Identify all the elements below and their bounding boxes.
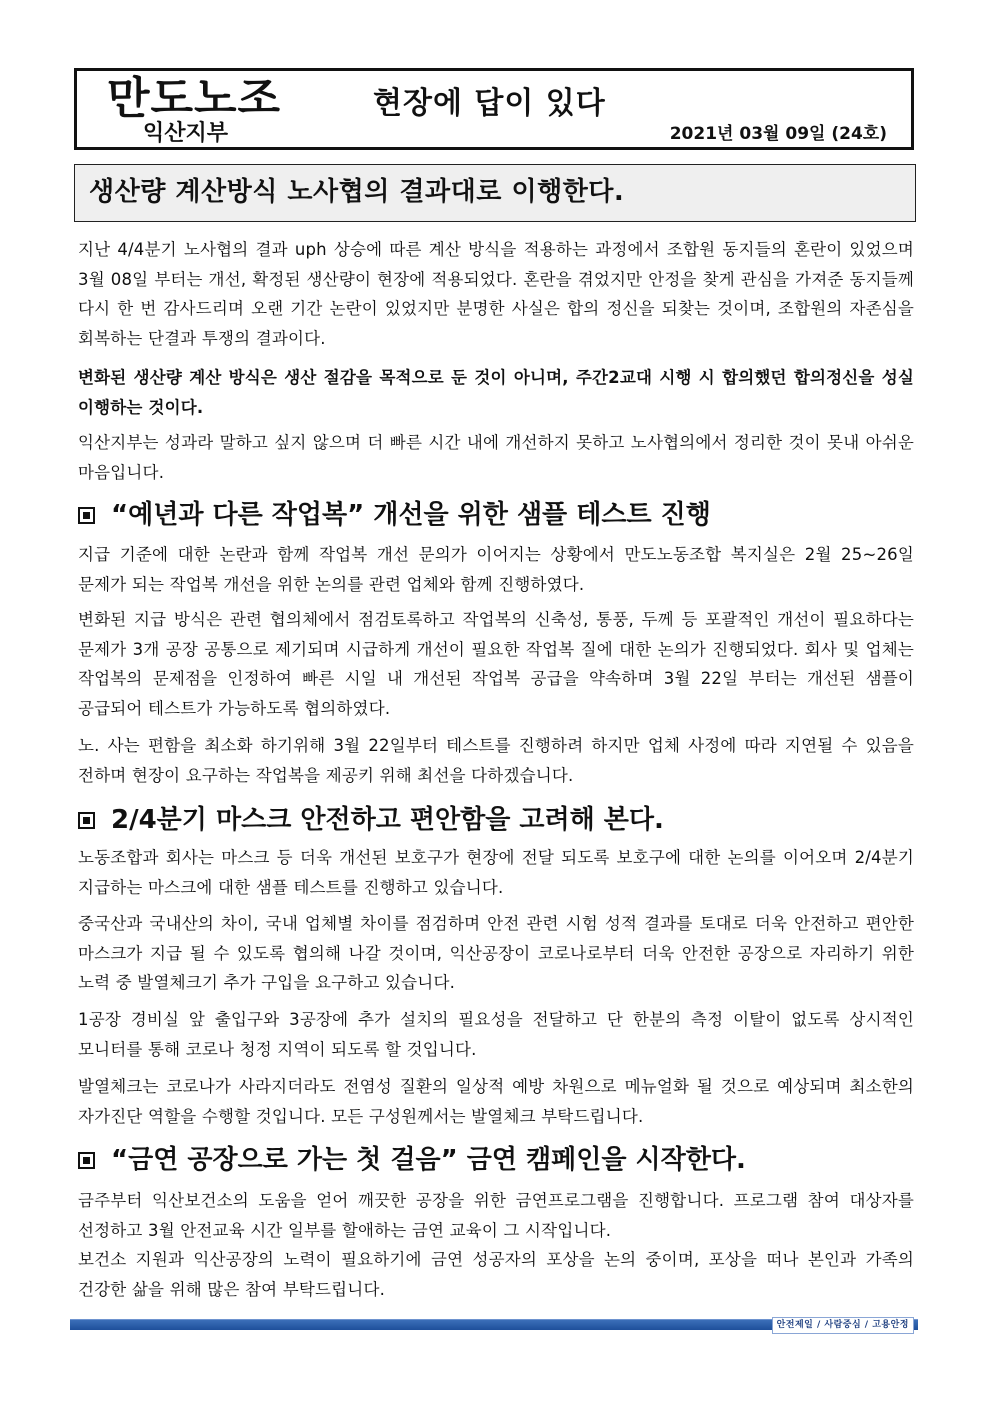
- workwear-paragraph-1: 지급 기준에 대한 논란과 함께 작업복 개선 문의가 이어지는 상황에서 만도노동조합 복지실은 2월 25~26일 문제가 되는 작업복 개선을 위한 논의를 관련 업체와 함께 진행하였다.: [78, 545, 914, 594]
- section-title: “예년과 다른 작업복” 개선을 위한 샘플 테스트 진행: [111, 500, 711, 530]
- intro-paragraph-bold: 변화된 생산량 계산 방식은 생산 절감을 목적으로 둔 것이 아니며, 주간2교대 시행 시 합의했던 합의정신을 성실 이행하는 것이다.: [78, 368, 914, 417]
- slogan: 현장에 답이 있다: [373, 86, 606, 121]
- section-title: “금연 공장으로 가는 첫 걸음” 금연 캠페인을 시작한다.: [111, 1145, 746, 1175]
- square-bullet-icon: [78, 507, 95, 524]
- union-name: 만도노조: [107, 73, 282, 124]
- section-title: 2/4분기 마스크 안전하고 편안함을 고려해 본다.: [111, 805, 664, 835]
- nosmoking-paragraph-1: 금주부터 익산보건소의 도움을 얻어 깨끗한 공장을 위한 금연프로그램을 진행합니다. 프로그램 참여 대상자를 선정하고 3월 안전교육 시간 일부를 할애하는 금연 교육이 그 시작입니다.: [78, 1191, 914, 1240]
- headline-box: [74, 164, 916, 222]
- square-bullet-icon: [78, 1152, 95, 1169]
- headline: 생산량 계산방식 노사협의 결과대로 이행한다.: [89, 177, 625, 207]
- mask-paragraph-1: 노동조합과 회사는 마스크 등 더욱 개선된 보호구가 현장에 전달 되도록 보호구에 대한 논의를 이어오며 2/4분기 지급하는 마스크에 대한 샘플 테스트를 진행하고 있습니다.: [78, 848, 914, 897]
- section-workwear-heading: [78, 498, 914, 532]
- branch-name: 익산지부: [143, 121, 229, 146]
- footer-tagline: 안전제일 / 사람중심 / 고용안정: [772, 1317, 914, 1334]
- masthead: [74, 68, 914, 150]
- intro-paragraph-1: 지난 4/4분기 노사협의 결과 uph 상승에 따른 계산 방식을 적용하는 과정에서 조합원 동지들의 혼란이 있었으며 3월 08일 부터는 개선, 확정된 생산량이 현장에 적용되었다. 혼란을 겪었지만 안정을 찾게 관심을 가져준 동지들께 다시 한 번 감사드리며 오랜 기간 논란이 있었지만 분명한 사실은 합의 정신을 되찾는 것이며, 조합원의 자존심을 회복하는 단결과 투쟁의 결과이다.: [78, 240, 914, 348]
- mask-paragraph-4: 발열체크는 코로나가 사라지더라도 전염성 질환의 일상적 예방 차원으로 메뉴얼화 될 것으로 예상되며 최소한의 자가진단 역할을 수행할 것입니다. 모든 구성원께서는 발열체크 부탁드립니다.: [78, 1077, 914, 1126]
- workwear-paragraph-3: 노. 사는 편함을 최소화 하기위해 3월 22일부터 테스트를 진행하려 하지만 업체 사정에 따라 지연될 수 있음을 전하며 현장이 요구하는 작업복을 제공키 위해 최선을 다하겠습니다.: [78, 736, 914, 785]
- workwear-paragraph-2: 변화된 지급 방식은 관련 협의체에서 점검토록하고 작업복의 신축성, 통풍, 두께 등 포괄적인 개선이 필요하다는 문제가 3개 공장 공통으로 제기되며 시급하게 개선이 필요한 작업복 질에 대한 논의가 진행되었다. 회사 및 업체는 작업복의 문제점을 인정하여 빠른 시일 내 개선된 작업복 공급을 약속하며 3월 22일 부터는 개선된 샘플이 공급되어 테스트가 가능하도록 협의하였다.: [78, 610, 914, 718]
- issue-date: 2021년 03월 09일 (24호): [669, 124, 887, 144]
- section-nosmoking-heading: [78, 1143, 914, 1177]
- intro-paragraph-3: 익산지부는 성과라 말하고 싶지 않으며 더 빠른 시간 내에 개선하지 못하고 노사협의에서 정리한 것이 못내 아쉬운 마음입니다.: [78, 433, 914, 482]
- nosmoking-paragraph-2: 보건소 지원과 익산공장의 노력이 필요하기에 금연 성공자의 포상을 논의 중이며, 포상을 떠나 본인과 가족의 건강한 삶을 위해 많은 참여 부탁드립니다.: [78, 1250, 914, 1299]
- section-mask-heading: [78, 803, 914, 837]
- footer-bar: [70, 1319, 918, 1330]
- square-bullet-icon: [78, 812, 95, 829]
- mask-paragraph-2: 중국산과 국내산의 차이, 국내 업체별 차이를 점검하며 안전 관련 시험 성적 결과를 토대로 더욱 안전하고 편안한 마스크가 지급 될 수 있도록 협의해 나갈 것이며, 익산공장이 코로나로부터 더욱 안전한 공장으로 자리하기 위한 노력 중 발열체크기 추가 구입을 요구하고 있습니다.: [78, 914, 914, 992]
- mask-paragraph-3: 1공장 경비실 앞 출입구와 3공장에 추가 설치의 필요성을 전달하고 단 한분의 측정 이탈이 없도록 상시적인 모니터를 통해 코로나 청정 지역이 되도록 할 것입니다.: [78, 1010, 914, 1059]
